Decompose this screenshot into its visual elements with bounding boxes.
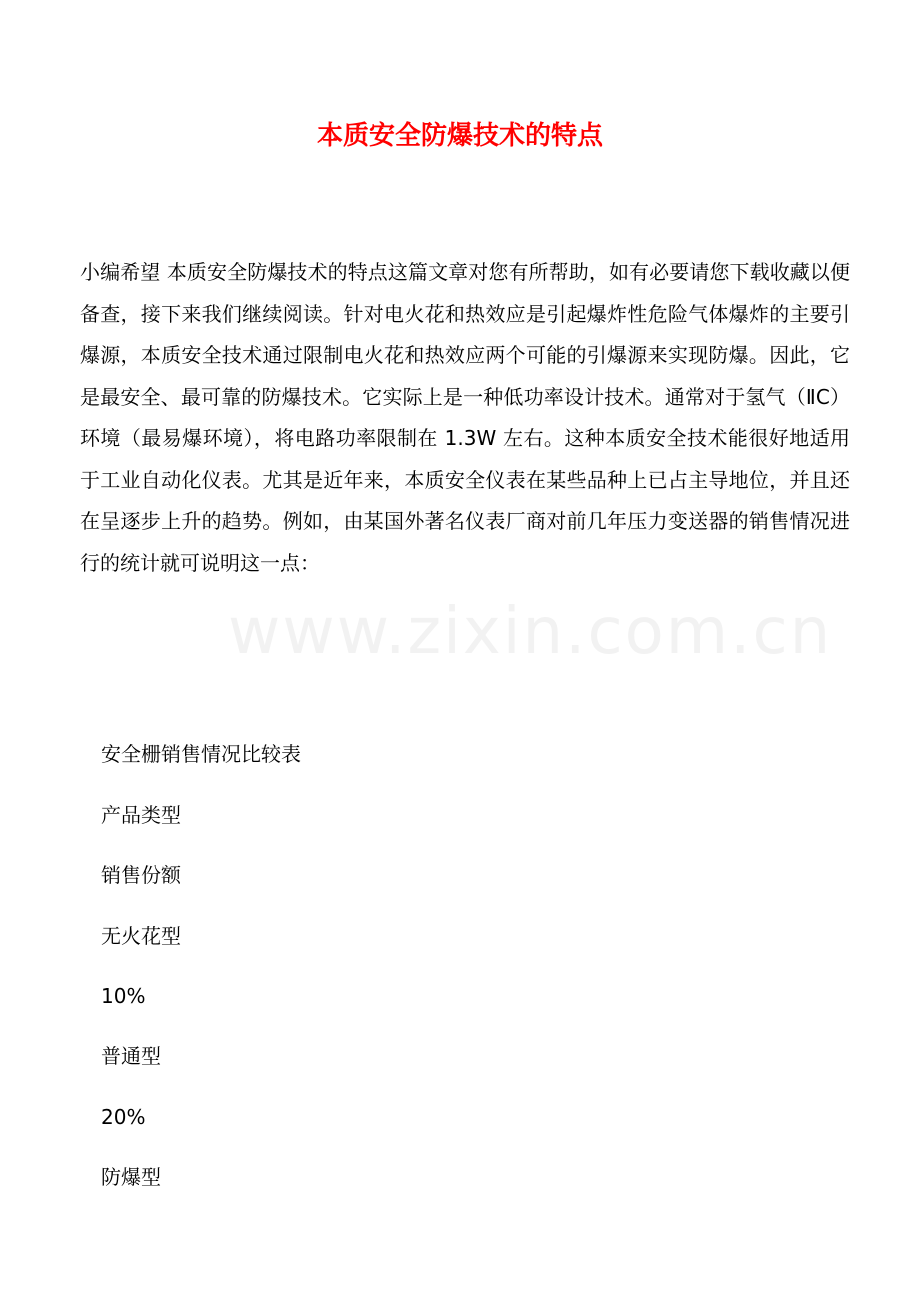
document-title: 本质安全防爆技术的特点	[316, 121, 603, 151]
table-line-product-type: 产品类型	[101, 803, 181, 827]
table-title: 安全栅销售情况比较表	[101, 742, 301, 766]
table-line-ordinary-type: 普通型	[101, 1044, 161, 1068]
watermark: www.zixin.com.cn	[228, 595, 833, 669]
intro-paragraph: 小编希望 本质安全防爆技术的特点这篇文章对您有所帮助，如有必要请您下载收藏以便备查，接下来我们继续阅读。针对电火花和热效应是引起爆炸性危险气体爆炸的主要引爆源，本质安全技术通过限制电火花和热效应两个可能的引爆源来实现防爆。因此，它是最安全、最可靠的防爆技术。它实际上是一种低功率设计技术。通常对于氢气（ⅡC）环境（最易爆环境），将电路功率限制在 1.3W 左右。这种本质安全技术能很好地适用于工业自动化仪表。尤其是近年来，本质安全仪表在某些品种上已占主导地位，并且还在呈逐步上升的趋势。例如，由某国外著名仪表厂商对前几年压力变送器的销售情况进行的统计就可说明这一点：	[80, 260, 850, 575]
table-line-explosion-proof-type: 防爆型	[101, 1165, 161, 1189]
table-line-sparkless-type: 无火花型	[101, 924, 181, 948]
table-line-sales-share: 销售份额	[101, 863, 181, 887]
table-line-sparkless-share: 10%	[101, 984, 146, 1008]
table-line-ordinary-share: 20%	[101, 1105, 146, 1129]
